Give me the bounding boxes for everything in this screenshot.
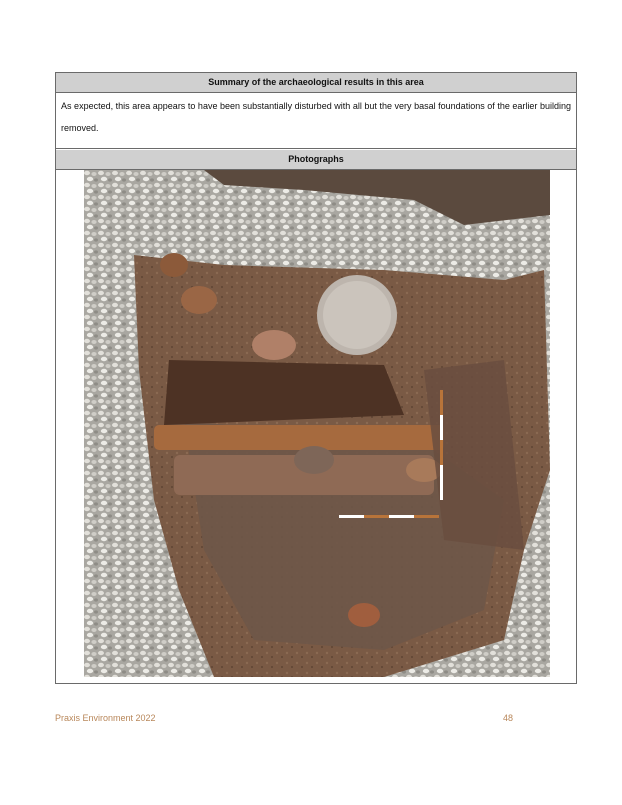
excavation-photo	[84, 170, 550, 677]
photographs-header: Photographs	[56, 150, 576, 170]
photo-cell	[56, 170, 576, 683]
summary-text: As expected, this area appears to have been substantially disturbed with all but the very basal foundations of the earlier building removed.	[56, 93, 576, 149]
results-table	[55, 72, 577, 684]
footer-company: Praxis Environment 2022	[55, 713, 156, 723]
summary-header: Summary of the archaeological results in this area	[56, 73, 576, 93]
page-number: 48	[503, 713, 514, 723]
